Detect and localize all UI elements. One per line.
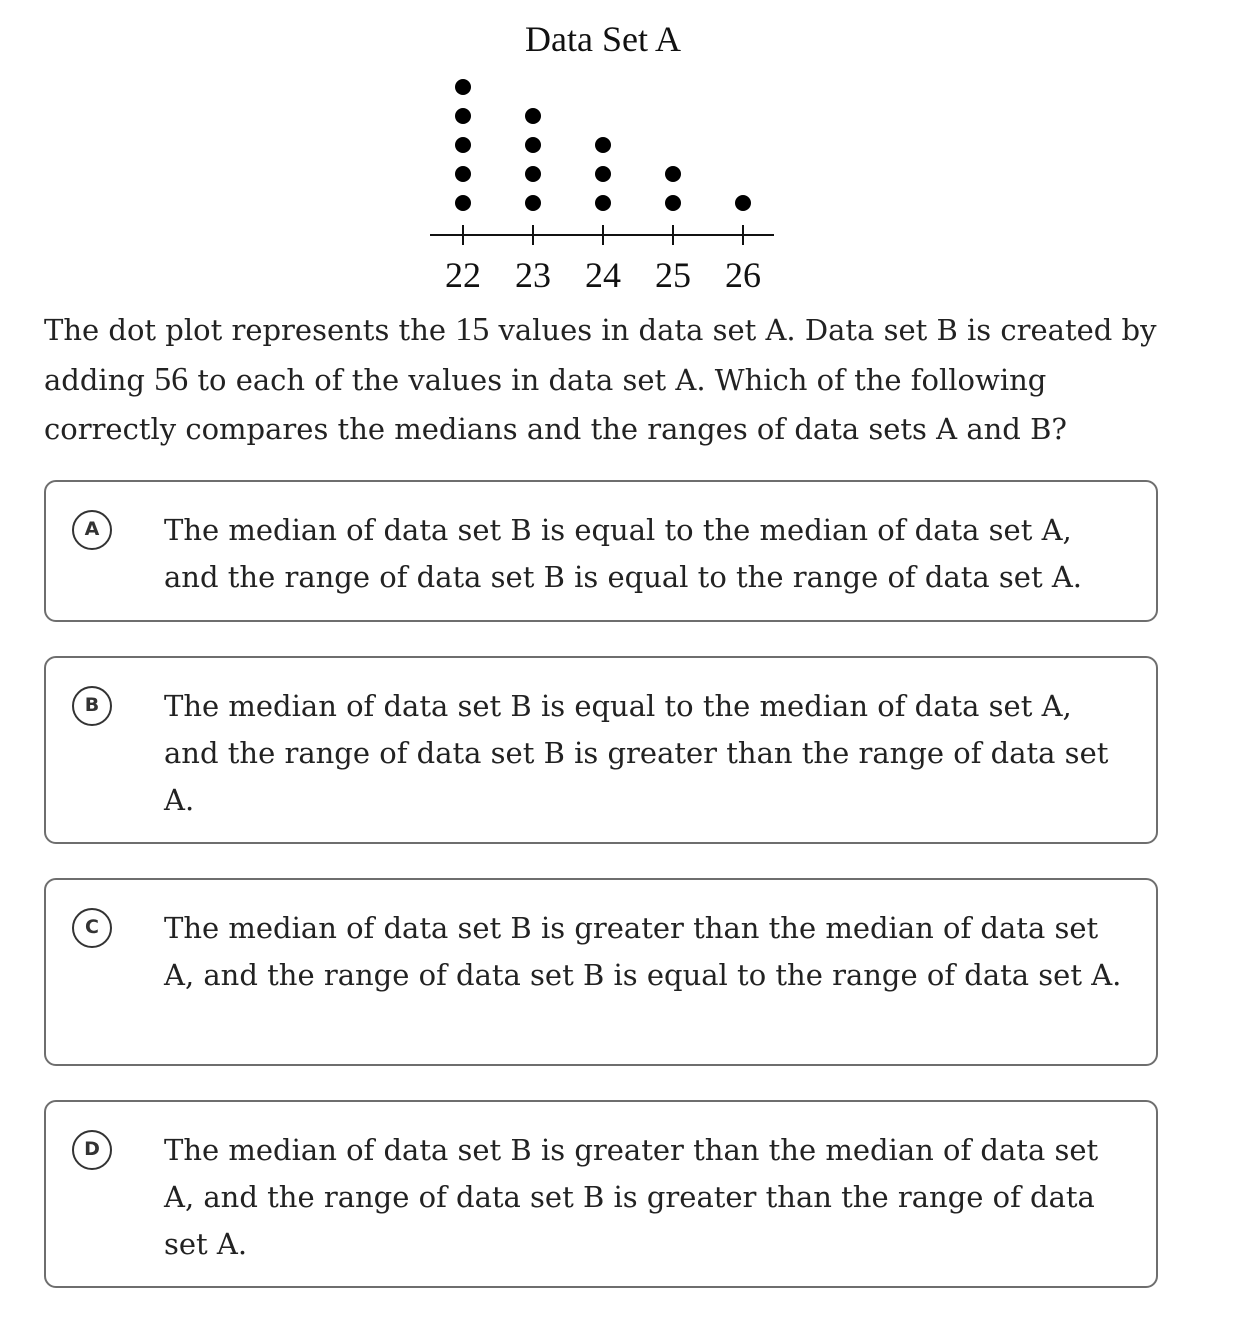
data-dot [455, 166, 471, 182]
choice-c-text: The median of data set B is greater than the median of data set A, and the range of data set B is equal to the range of data set A. [164, 911, 1122, 992]
data-dot [735, 195, 751, 211]
data-dot [455, 137, 471, 153]
x-tick-label: 23 [515, 255, 551, 295]
data-dot [665, 195, 681, 211]
choice-c[interactable] [44, 878, 1158, 1066]
data-dot [595, 166, 611, 182]
question-part-1: The dot plot represents the [44, 313, 456, 347]
data-dot [455, 108, 471, 124]
data-dot [525, 137, 541, 153]
chart-title: Data Set A [525, 19, 681, 59]
x-tick-label: 22 [445, 255, 481, 295]
choice-b[interactable] [44, 656, 1158, 844]
dot-plot [0, 0, 1243, 300]
choice-a-letter: A [72, 510, 112, 550]
data-dot [455, 79, 471, 95]
choice-d-letter: D [72, 1130, 112, 1170]
data-dot [595, 195, 611, 211]
question-part-2: values in data set A. Data set B is created by adding [44, 313, 1157, 397]
choice-d-text: The median of data set B is greater than the median of data set A, and the range of data set B is greater than the range of data set A. [164, 1133, 1099, 1261]
data-dot [595, 137, 611, 153]
choice-d[interactable] [44, 1100, 1158, 1288]
choice-c-letter: C [72, 908, 112, 948]
data-dot [665, 166, 681, 182]
data-dot [525, 166, 541, 182]
choice-b-text: The median of data set B is equal to the median of data set A, and the range of data set B is greater than the range of data set A. [164, 689, 1109, 817]
data-dot [525, 195, 541, 211]
data-dot [455, 195, 471, 211]
data-dot [525, 108, 541, 124]
choice-a-text: The median of data set B is equal to the median of data set A, and the range of data set B is equal to the range of data set A. [164, 513, 1082, 594]
question-count: 15 [455, 311, 490, 348]
choice-b-letter: B [72, 686, 112, 726]
question-text [44, 305, 1174, 454]
x-tick-label: 26 [725, 255, 761, 295]
choice-a[interactable] [44, 480, 1158, 622]
x-tick-label: 24 [585, 255, 621, 295]
x-tick-label: 25 [655, 255, 691, 295]
question-part-3: to each of the values in data set A. Which of the following correctly compares the medians and the ranges of data sets A and B? [44, 363, 1067, 446]
question-addend: 56 [154, 361, 189, 398]
